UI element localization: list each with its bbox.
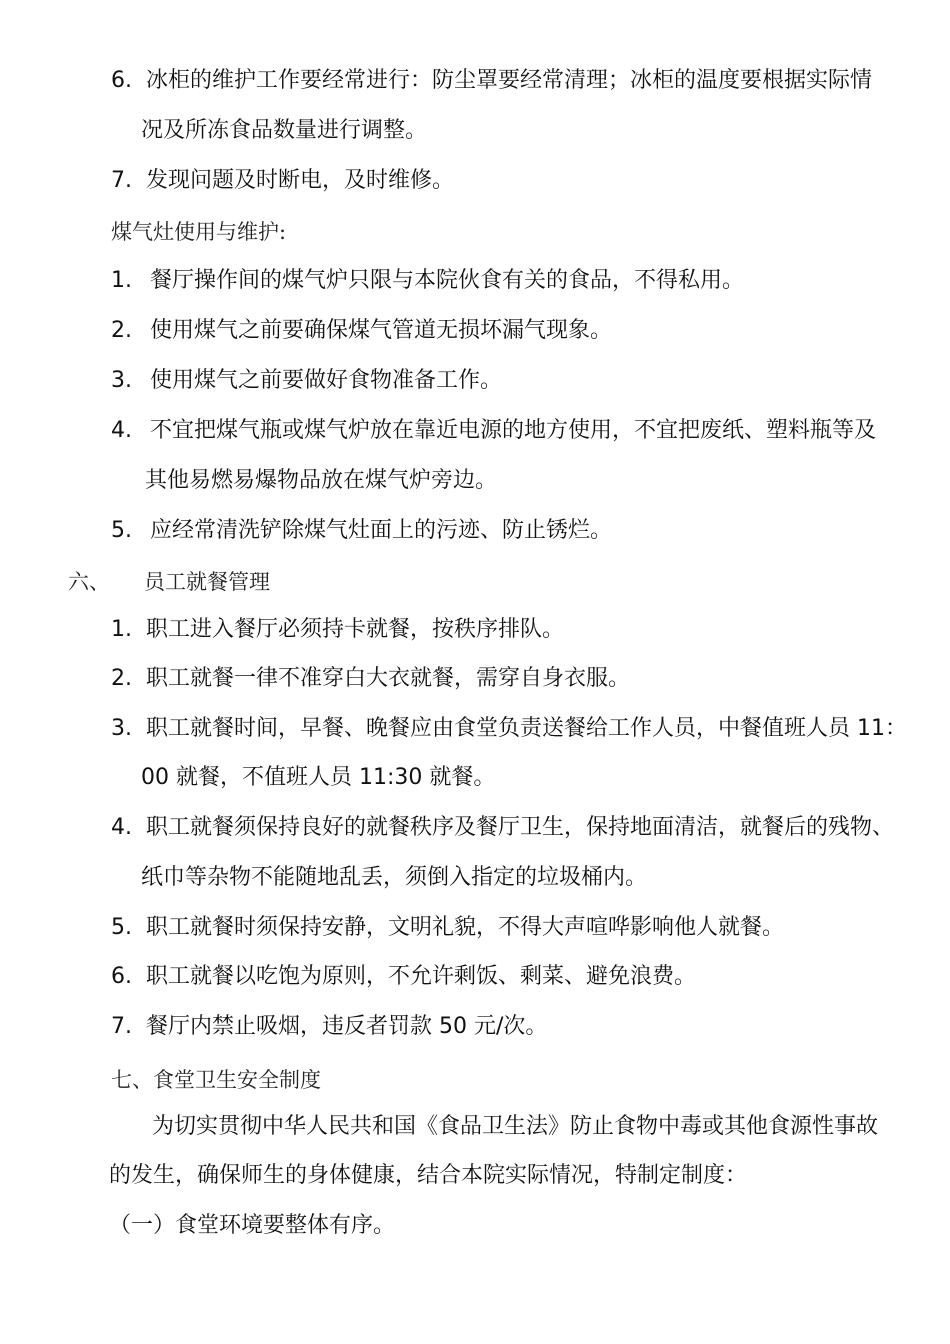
meal-item-7 <box>111 1012 547 1042</box>
freezer-item-7 <box>111 166 454 196</box>
item-number: 1. <box>111 617 132 642</box>
item-text: 冰柜的维护工作要经常进行：防尘罩要经常清理；冰柜的温度要根据实际情 <box>146 68 873 93</box>
item-text: 况及所冻食品数量进行调整。 <box>141 118 428 143</box>
item-number: 2. <box>111 666 132 691</box>
item-text: 应经常清洗铲除煤气灶面上的污迹、防止锈烂。 <box>150 518 613 543</box>
item-number: 3. <box>111 716 132 741</box>
item-number: 3. <box>111 368 132 393</box>
section-title: 员工就餐管理 <box>144 570 270 594</box>
gas-item-4-cont <box>145 466 497 496</box>
item-text: 发现问题及时断电，及时维修。 <box>146 168 455 193</box>
meal-item-3 <box>111 714 907 744</box>
item-number: 7. <box>111 168 132 193</box>
item-text: 职工就餐时间，早餐、晚餐应由食堂负责送餐给工作人员，中餐值班人员 11： <box>146 716 907 741</box>
item-text: 餐厅操作间的煤气炉只限与本院伙食有关的食品，不得私用。 <box>150 268 745 293</box>
gas-item-5 <box>111 516 612 546</box>
section6-heading <box>68 567 270 597</box>
item-number: 7. <box>111 1014 132 1039</box>
item-text: 职工进入餐厅必须持卡就餐，按秩序排队。 <box>146 617 565 642</box>
freezer-item-6-cont <box>141 116 427 146</box>
section7-paragraph-line2: 的发生，确保师生的身体健康，结合本院实际情况，特制定制度： <box>109 1163 748 1188</box>
item-number: 4. <box>111 815 132 840</box>
item-text: 职工就餐时须保持安静，文明礼貌，不得大声喧哗影响他人就餐。 <box>146 915 785 940</box>
section7-paragraph-line1: 为切实贯彻中华人民共和国《食品卫生法》防止食物中毒或其他食源性事故 <box>152 1114 879 1139</box>
item-text: 不宜把煤气瓶或煤气炉放在靠近电源的地方使用，不宜把废纸、塑料瓶等及 <box>150 418 877 443</box>
item-text: 使用煤气之前要做好食物准备工作。 <box>150 368 503 393</box>
item-text: 餐厅内禁止吸烟，违反者罚款 50 元/次。 <box>146 1014 548 1039</box>
item-text: 00 就餐，不值班人员 11:30 就餐。 <box>141 765 496 790</box>
item-number: 6. <box>111 68 132 93</box>
meal-item-4 <box>111 813 894 843</box>
item-number: 5. <box>111 915 132 940</box>
item-number: 2. <box>111 318 132 343</box>
meal-item-1 <box>111 615 564 645</box>
item-number: 6. <box>111 964 132 989</box>
item-text: 职工就餐须保持良好的就餐秩序及餐厅卫生，保持地面清洁，就餐后的残物、 <box>146 815 895 840</box>
meal-item-2 <box>111 664 630 694</box>
item-number: 4. <box>111 418 132 443</box>
item-text: 职工就餐一律不准穿白大衣就餐，需穿自身衣服。 <box>146 666 631 691</box>
meal-item-5 <box>111 913 784 943</box>
section7-subheading-1: （一）食堂环境要整体有序。 <box>109 1213 396 1238</box>
gas-item-3 <box>111 366 502 396</box>
item-number: 5. <box>111 518 132 543</box>
item-number: 1. <box>111 268 132 293</box>
item-text: 其他易燃易爆物品放在煤气炉旁边。 <box>145 468 498 493</box>
section7-heading: 七、食堂卫生安全制度 <box>111 1068 321 1092</box>
gas-item-4 <box>111 416 876 446</box>
gas-section-heading: 煤气灶使用与维护: <box>111 220 287 244</box>
item-text: 职工就餐以吃饱为原则，不允许剩饭、剩菜、避免浪费。 <box>146 964 697 989</box>
meal-item-6 <box>111 962 696 992</box>
section-marker: 六、 <box>68 570 110 594</box>
freezer-item-6 <box>111 66 872 96</box>
item-text: 使用煤气之前要确保煤气管道无损坏漏气现象。 <box>150 318 613 343</box>
item-text: 纸巾等杂物不能随地乱丢，须倒入指定的垃圾桶内。 <box>141 865 648 890</box>
meal-item-3-cont <box>141 763 495 793</box>
gas-item-1 <box>111 266 744 296</box>
gas-item-2 <box>111 316 612 346</box>
meal-item-4-cont <box>141 863 647 893</box>
